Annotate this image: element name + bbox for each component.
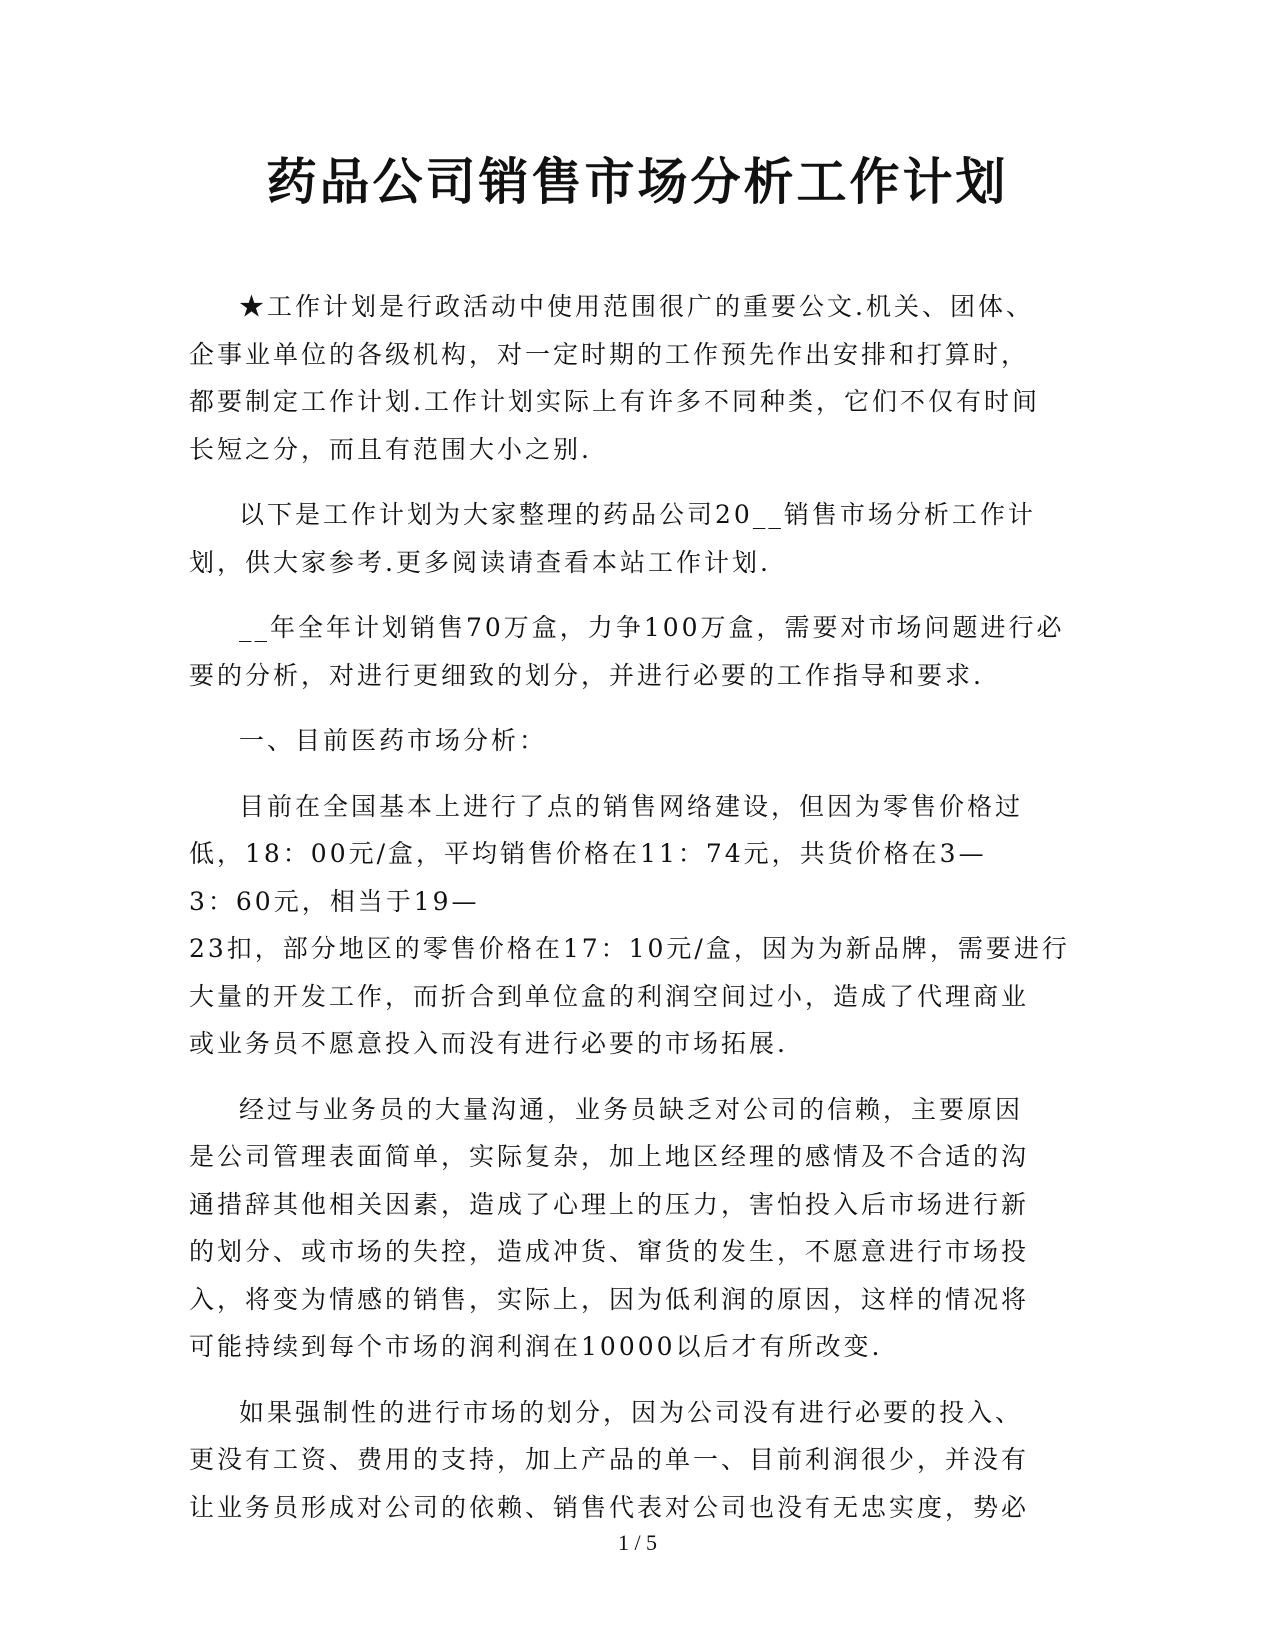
text-line: 企事业单位的各级机构，对一定时期的工作预先作出安排和打算时， bbox=[189, 339, 1030, 369]
text-line: 以下是工作计划为大家整理的药品公司20__销售市场分析工作计 bbox=[239, 500, 1036, 529]
text-line: 一、目前医药市场分析： bbox=[239, 726, 548, 755]
text-line: 可能持续到每个市场的润利润在10000以后才有所改变. bbox=[189, 1332, 883, 1361]
text-line: 是公司管理表面简单，实际复杂，加上地区经理的感情及不合适的沟 bbox=[189, 1142, 1030, 1171]
document-title: 药品公司销售市场分析工作计划 bbox=[266, 153, 1009, 211]
paragraph-sales-target bbox=[189, 604, 1079, 699]
text-line: 长短之分，而且有范围大小之别. bbox=[189, 434, 592, 464]
document-body bbox=[189, 283, 1079, 1549]
paragraph-intro bbox=[189, 283, 1079, 473]
text-line: 经过与业务员的大量沟通，业务员缺乏对公司的信赖，主要原因 bbox=[239, 1094, 1024, 1124]
paragraph-market-division bbox=[189, 1389, 1079, 1532]
text-line: 目前在全国基本上进行了点的销售网络建设，但因为零售价格过 bbox=[239, 791, 1024, 821]
text-line: 划，供大家参考.更多阅读请查看本站工作计划. bbox=[189, 547, 771, 577]
text-line: 让业务员形成对公司的依赖、销售代表对公司也没有无忠实度，势必 bbox=[189, 1492, 1030, 1522]
text-line: ★工作计划是行政活动中使用范围很广的重要公文.机关、团体、 bbox=[239, 292, 1034, 321]
text-line: __年全年计划销售70万盒，力争100万盒，需要对市场问题进行必 bbox=[239, 613, 1065, 642]
text-line: 都要制定工作计划.工作计划实际上有许多不同种类，它们不仅有时间 bbox=[189, 387, 1040, 416]
text-line: 大量的开发工作，而折合到单位盒的利润空间过小，造成了代理商业 bbox=[189, 981, 1030, 1011]
text-line: 通措辞其他相关因素，造成了心理上的压力，害怕投入后市场进行新 bbox=[189, 1189, 1030, 1219]
text-line: 如果强制性的进行市场的划分，因为公司没有进行必要的投入、 bbox=[239, 1397, 1024, 1427]
paragraph-communication bbox=[189, 1086, 1079, 1371]
paragraph-market-status bbox=[189, 783, 1079, 1068]
paragraph-summary bbox=[189, 491, 1079, 586]
section-heading bbox=[189, 717, 1079, 765]
text-line: 更没有工资、费用的支持，加上产品的单一、目前利润很少，并没有 bbox=[189, 1445, 1030, 1474]
text-line: 入，将变为情感的销售，实际上，因为低利润的原因，这样的情况将 bbox=[189, 1284, 1030, 1314]
page-number: 1 / 5 bbox=[617, 1530, 658, 1555]
text-line: 或业务员不愿意投入而没有进行必要的市场拓展. bbox=[189, 1029, 788, 1058]
text-line: 3：60元，相当于19— bbox=[189, 886, 480, 916]
text-line: 的划分、或市场的失控，造成冲货、窜货的发生，不愿意进行市场投 bbox=[189, 1237, 1030, 1266]
text-line: 要的分析，对进行更细致的划分，并进行必要的工作指导和要求. bbox=[189, 660, 984, 690]
text-line: 23扣，部分地区的零售价格在17：10元/盒，因为为新品牌，需要进行 bbox=[189, 934, 1070, 963]
text-line: 低，18：00元/盒，平均销售价格在11：74元，共货价格在3— bbox=[189, 839, 987, 868]
